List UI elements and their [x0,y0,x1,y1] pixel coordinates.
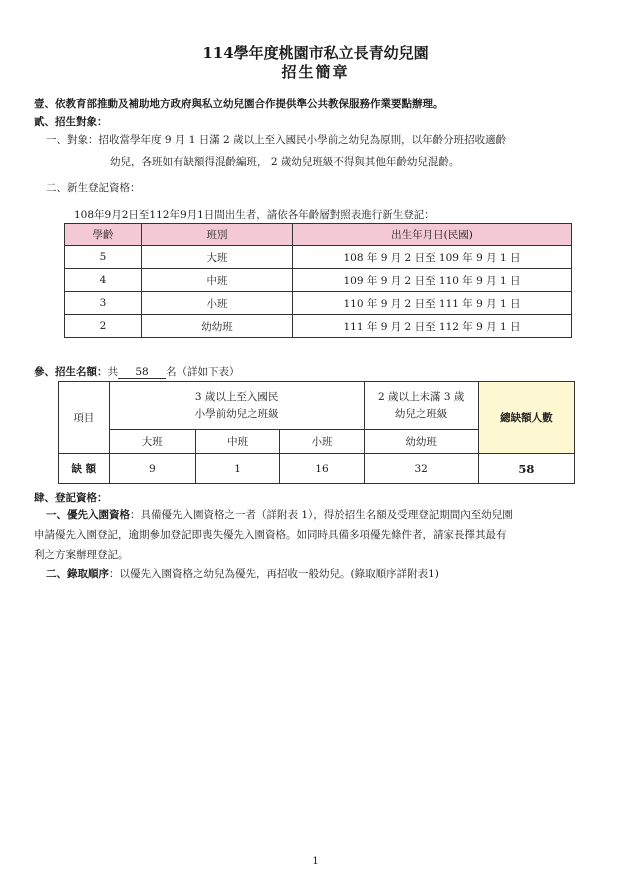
age-table-caption: 108年9月2日至112年9月1日間出生者，請依各年齡層對照表進行新生登記： [74,209,435,221]
class-header-cell: 小班 [280,430,364,454]
age-cell: 4 [65,269,142,292]
vacancy-value-cell: 16 [280,454,364,484]
section-2-item-2: 二、新生登記資格： [46,182,141,194]
vacancy-value-row [59,454,575,484]
priority-admission-label: 一、優先入園資格 [46,509,130,521]
table-row [65,269,572,292]
section-2-item-1-line-1: 一、對象：招收當學年度 9 月 1 日滿 2 歲以上至入國民小學前之幼兒為原則，以年齡分班招收適齡 [46,134,507,146]
age-cell: 3 [65,292,142,315]
section-4-item-1-line-3: 利之方案辦理登記。 [34,549,129,561]
age-class-table [64,223,572,338]
item-label-cell: 項目 [59,382,110,454]
document-subtitle: 招生簡章 [281,63,350,81]
class-cell: 小班 [142,292,293,315]
enrollment-count: 58 [118,366,166,379]
birthdate-cell: 111 年 9 月 2 日至 112 年 9 月 1 日 [293,315,572,338]
age-cell: 5 [65,246,142,269]
group-2-to-3-cell [364,382,478,430]
class-header-cell: 中班 [195,430,279,454]
section-3-line [34,364,240,379]
vacancy-value-cell: 1 [195,454,279,484]
admission-order-text: ：以優先入園資格之幼兒為優先，再招收一般幼兒。(錄取順序詳附表1) [109,568,439,580]
vacancy-row-label: 缺 額 [59,454,110,484]
priority-admission-text: ：具備優先入園資格之一者（詳附表 1），得於招生名額及受理登記期間內至幼兒園 [130,509,513,521]
class-cell: 中班 [142,269,293,292]
page-number: 1 [312,856,319,867]
section-2-item-1-line-2: 幼兒，各班如有缺額得混齡編班， 2 歲幼兒班級不得與其他年齡幼兒混齡。 [110,156,460,168]
total-vacancy-value: 58 [478,454,574,484]
total-vacancy-label: 總缺額人數 [478,382,574,454]
vacancy-table [58,381,575,484]
class-cell: 大班 [142,246,293,269]
section-3-heading: 參、招生名額： [34,366,108,378]
class-header-cell: 大班 [109,430,195,454]
admission-order-label: 二、錄取順序 [46,568,109,580]
vacancy-value-cell: 32 [364,454,478,484]
class-header-cell: 幼幼班 [364,430,478,454]
header-age: 學齡 [65,224,142,246]
header-class: 班別 [142,224,293,246]
group-3-plus-cell [109,382,364,430]
age-cell: 2 [65,315,142,338]
birthdate-cell: 109 年 9 月 2 日至 110 年 9 月 1 日 [293,269,572,292]
birthdate-cell: 108 年 9 月 2 日至 109 年 9 月 1 日 [293,246,572,269]
section-2-heading: 貳、招生對象： [34,116,108,128]
group-2-to-3-line-1: 2 歲以上未滿 3 歲 [377,390,465,403]
table-header-row [65,224,572,246]
table-row [65,315,572,338]
section-1-text: 壹、依教育部推動及補助地方政府與私立幼兒園合作提供準公共教保服務作業要點辦理。 [34,98,444,110]
document-title: 114學年度桃園市私立長青幼兒園 [202,44,429,62]
vacancy-value-cell: 9 [109,454,195,484]
enrollment-suffix: 名（詳如下表） [166,366,240,378]
section-4-item-2 [46,566,439,581]
class-cell: 幼幼班 [142,315,293,338]
header-birthdate: 出生年月日(民國) [293,224,572,246]
vacancy-group-row [59,382,575,430]
group-2-to-3-line-2: 幼兒之班級 [394,407,448,420]
section-4-item-1-line-2: 申請優先入園登記，逾期參加登記即喪失優先入園資格。如同時具備多項優先條件者，請家長擇其最有 [34,529,507,541]
section-4-heading: 肆、登記資格： [34,492,108,504]
table-row [65,292,572,315]
enrollment-prefix: 共 [107,366,118,378]
group-3-plus-line-2: 小學前幼兒之班級 [194,407,279,420]
group-3-plus-line-1: 3 歲以上至入國民 [194,390,279,403]
birthdate-cell: 110 年 9 月 2 日至 111 年 9 月 1 日 [293,292,572,315]
section-4-item-1-line-1 [46,507,513,522]
table-row [65,246,572,269]
